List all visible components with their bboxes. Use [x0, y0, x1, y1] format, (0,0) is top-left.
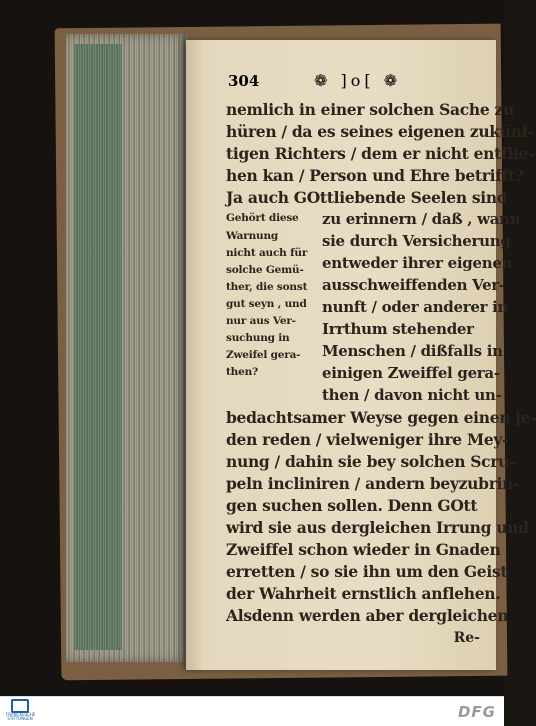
text-line: nemlich in einer solchen Sache zu	[226, 100, 514, 119]
text-line: nunft / oder anderer in	[322, 298, 509, 316]
text-line: peln incliniren / andern beyzubrin-	[226, 474, 520, 493]
text-line: der Wahrheit ernstlich anflehen.	[226, 584, 501, 603]
margin-note-line: Warnung	[226, 230, 279, 242]
text-line: hüren / da es seines eigenen zukünf-	[226, 122, 534, 141]
margin-note-line: solche Gemü-	[226, 264, 304, 276]
text-line: nung / dahin sie bey solchen Scru-	[226, 452, 516, 471]
text-line: gen suchen sollen. Denn GOtt	[226, 496, 478, 515]
text-line: then / davon nicht un-	[322, 386, 502, 404]
text-line: den reden / vielweniger ihre Mey-	[226, 430, 509, 449]
dfg-logo[interactable]: DFG	[457, 703, 496, 721]
margin-note-line: nur aus Ver-	[226, 315, 296, 327]
text-line: entweder ihrer eigenen	[322, 254, 513, 272]
page-header	[228, 72, 488, 94]
text-line: bedachtsamer Weyse gegen einen je-	[226, 408, 536, 427]
footer-bar	[0, 696, 504, 726]
header-ornament: ❁ ]o[ ❁	[314, 71, 402, 90]
text-line: zu erinnern / daß , wann	[322, 210, 521, 228]
logo-icon	[11, 699, 29, 713]
text-line: hen kan / Person und Ehre betrifft?	[226, 166, 524, 185]
margin-note-line: Zweifel gera-	[226, 349, 301, 361]
text-line: Ja auch GOttliebende Seelen sind	[226, 188, 508, 207]
text-line: Menschen / dißfalls in	[322, 342, 503, 360]
catchword: Re-	[453, 630, 480, 646]
page-edge-tint	[74, 44, 122, 650]
margin-note-line: Gehört diese	[226, 212, 299, 224]
text-line: einigen Zweiffel gera-	[322, 364, 500, 382]
text-line: tigen Richters / dem er nicht entflie-	[226, 144, 535, 163]
margin-note-line: nicht auch für	[226, 247, 308, 259]
margin-note-line: gut seyn , und	[226, 298, 307, 310]
margin-note-line: ther, die sonst	[226, 281, 308, 293]
francke-logo[interactable]	[6, 699, 34, 723]
text-line: wird sie aus dergleichen Irrung und	[226, 518, 529, 537]
margin-note-line: then?	[226, 366, 258, 378]
margin-note-line: suchung in	[226, 332, 290, 344]
page-number: 304	[228, 72, 260, 90]
text-line: Alsdenn werden aber dergleichen	[226, 606, 509, 625]
text-line: Zweiffel schon wieder in Gnaden	[226, 540, 501, 559]
text-line: ausschweiffenden Ver-	[322, 276, 505, 294]
logo-label: FRANCKESCHE STIFTUNGEN	[6, 712, 36, 721]
text-line: erretten / so sie ihn um den Geist	[226, 562, 508, 581]
text-line: Irrthum stehender	[322, 320, 474, 338]
text-line: sie durch Versicherung	[322, 232, 511, 250]
